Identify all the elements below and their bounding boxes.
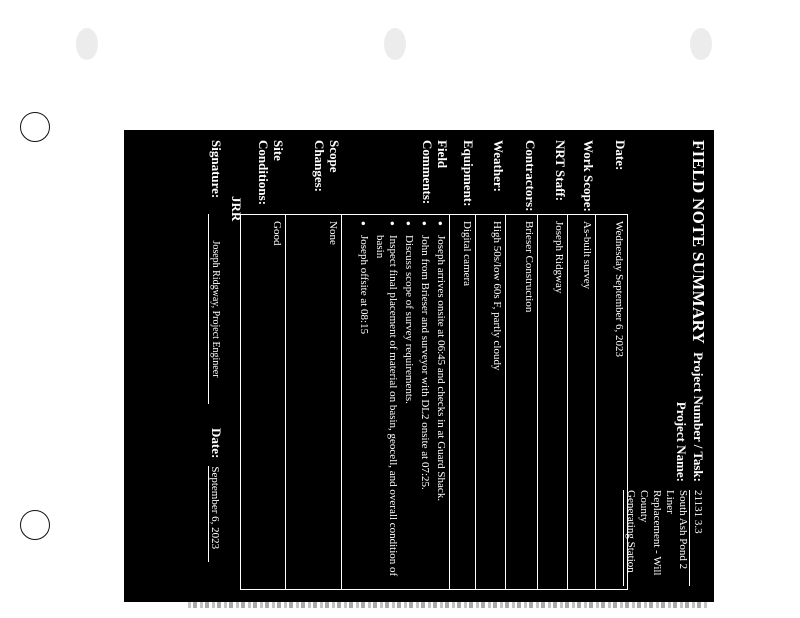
- signature-date-label: Date:: [209, 428, 224, 459]
- comments-row: [342, 140, 450, 590]
- field-table: [240, 140, 628, 590]
- nrt-staff-label: NRT Staff:: [553, 140, 568, 202]
- weather-row: [476, 140, 506, 590]
- equipment-label: Equipment:: [461, 140, 476, 207]
- field-note-page: [124, 130, 714, 602]
- page-title: FIELD NOTE SUMMARY: [689, 140, 708, 345]
- site-conditions-label: [240, 140, 286, 214]
- binder-hole: [20, 112, 50, 142]
- comment-item: ● Inspect final placement of material on basin, geocell, and overall condition of basin: [373, 221, 399, 583]
- scope-changes-value: None: [286, 214, 342, 590]
- scan-artifact-dot: [76, 28, 98, 60]
- comments-value: [342, 214, 450, 590]
- nrt-staff-row: [538, 140, 568, 590]
- project-number-label: Project Number / Task:: [691, 352, 706, 482]
- work-scope-row: [568, 140, 596, 590]
- contractors-value: Brieser Construction: [506, 214, 538, 590]
- project-number-row: [689, 286, 706, 586]
- weather-label: Weather:: [491, 140, 506, 192]
- date-value: Wednesday September 6, 2023: [596, 214, 628, 590]
- scope-changes-label-line: Changes:: [312, 140, 327, 193]
- contractors-label: Contractors:: [523, 140, 538, 212]
- project-name-label: Project Name:: [674, 401, 689, 482]
- equipment-value: Digital camera: [450, 214, 476, 590]
- signature-date-value: September 6, 2023: [208, 466, 221, 562]
- signature-row: [208, 140, 224, 590]
- comment-item: ● Joseph arrives onsite at 06:45 and checks in at Guard Shack.: [434, 221, 447, 583]
- weather-value: High 50s/low 60s F, partly cloudy: [476, 214, 506, 590]
- comments-label-line: Comments:: [420, 140, 435, 205]
- scope-changes-row: [286, 140, 342, 590]
- scope-changes-label: [286, 140, 342, 214]
- site-conditions-label-line: Conditions:: [256, 140, 271, 206]
- signature-name: Joseph Ridgway, Project Engineer: [208, 214, 221, 404]
- nrt-staff-value: Joseph Ridgway: [538, 214, 568, 590]
- date-row: [596, 140, 628, 590]
- work-scope-value: As-built survey: [568, 214, 596, 590]
- contractors-row: [506, 140, 538, 590]
- project-info: [623, 286, 706, 586]
- project-number-value: 21131 3.3: [689, 490, 706, 586]
- project-name-row: [623, 286, 689, 586]
- comments-label: [342, 140, 450, 214]
- comment-item: ● John from Brieser and surveyor with DL2 onsite at 07:25.: [418, 221, 431, 583]
- site-conditions-row: [240, 140, 286, 590]
- comment-item: ● Joseph offsite at 08:15: [357, 221, 370, 583]
- signature-label: Signature:: [209, 140, 224, 199]
- project-name-line: Generating Station: [625, 490, 637, 573]
- equipment-row: [450, 140, 476, 590]
- binder-hole: [20, 510, 50, 540]
- scan-artifact-dot: [690, 28, 712, 60]
- work-scope-label: Work Scope:: [581, 140, 596, 212]
- site-conditions-label-line: Site: [271, 140, 286, 161]
- project-name-line: Replacement - Will County: [638, 490, 663, 576]
- scan-artifact-dot: [384, 28, 406, 60]
- comment-item: ● Discuss scope of survey requirements.: [402, 221, 415, 583]
- site-conditions-value: Good: [240, 214, 286, 590]
- initials: JRR: [229, 196, 244, 222]
- project-name-line: South Ash Pond 2 Liner: [664, 490, 689, 570]
- comments-list: [357, 221, 447, 583]
- scope-changes-label-line: Scope: [327, 140, 342, 173]
- project-name-value: [623, 490, 689, 586]
- date-label: Date:: [613, 140, 628, 171]
- comments-label-line: Field: [435, 140, 450, 169]
